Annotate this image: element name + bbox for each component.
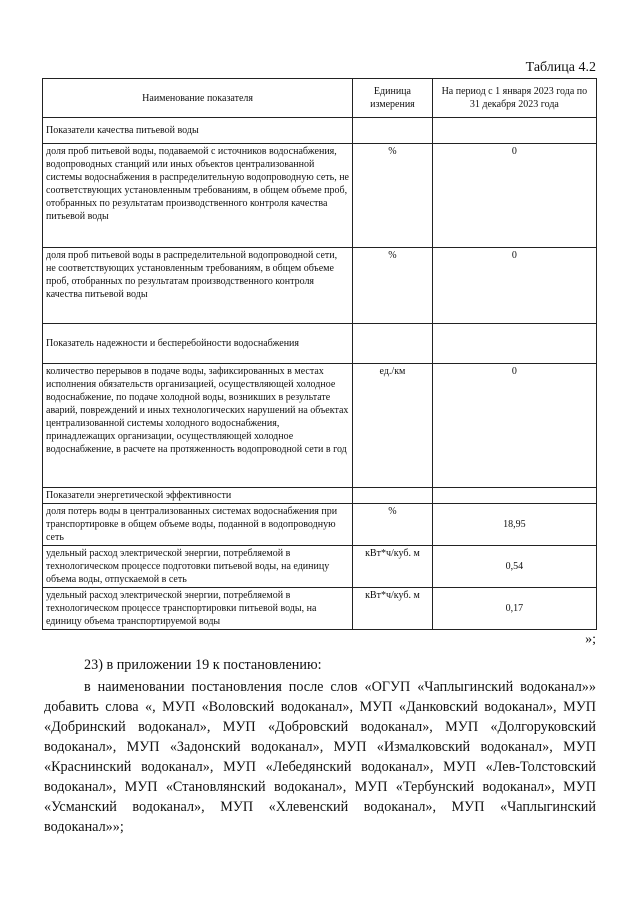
unit-cell: % <box>353 144 433 248</box>
value-cell <box>432 118 596 144</box>
value-cell: 0 <box>432 364 596 488</box>
unit-cell: ед./км <box>353 364 433 488</box>
unit-cell: % <box>353 504 433 546</box>
table-row <box>43 504 597 546</box>
header-indicator-name: Наименование показателя <box>43 79 353 118</box>
paragraph-item-23: 23) в приложении 19 к постановлению: <box>84 657 322 673</box>
table-caption: Таблица 4.2 <box>525 60 596 75</box>
value-cell: 0 <box>432 248 596 324</box>
header-unit: Единица измерения <box>353 79 433 118</box>
unit-cell: % <box>353 248 433 324</box>
indicators-table <box>42 78 597 630</box>
section-title: Показатели качества питьевой воды <box>43 118 353 144</box>
value-cell <box>432 324 596 364</box>
unit-cell: кВт*ч/куб. м <box>353 588 433 630</box>
indicator-name: доля проб питьевой воды, подаваемой с источников водоснабжения, водопроводных станций или иных объектов централизованной системы водоснабжения в распределительную водопроводную сеть, не соответствующих установленным требованиям, в общем объеме проб, отобранных по результатам производственного контроля качества питьевой воды <box>43 144 353 248</box>
value-cell: 0,54 <box>432 546 596 588</box>
table-row <box>43 588 597 630</box>
unit-cell <box>353 324 433 364</box>
table-row-section <box>43 324 597 364</box>
closing-quote: »; <box>585 632 596 647</box>
table-row-section <box>43 488 597 504</box>
section-title: Показатель надежности и бесперебойности водоснабжения <box>43 324 353 364</box>
paragraph-amendment: в наименовании постановления после слов «ОГУП «Чаплыгинский водоканал»» добавить слова «, МУП «Воловский водоканал», МУП «Данковский водоканал», МУП «Добринский водоканал», МУП «Добровский водоканал», МУП «Долгоруковский водоканал», МУП «Задонский водоканал», МУП «Измалковский водоканал», МУП «Краснинский водоканал», МУП «Лебедянский водоканал», МУП «Лев-Толстовский водоканал», МУП «Становлянский водоканал», МУП «Тербунский водоканал», МУП «Усманский водоканал», МУП «Хлевенский водоканал», МУП «Чаплыгинский водоканал»»; <box>44 679 596 835</box>
value-cell <box>432 488 596 504</box>
indicator-name: удельный расход электрической энергии, потребляемой в технологическом процессе транспортировки питьевой воды, на единицу объема транспортируемой воды <box>43 588 353 630</box>
indicator-name: количество перерывов в подаче воды, зафиксированных в местах исполнения обязательств организацией, осуществляющей холодное водоснабжение, по подаче холодной воды, возникших в результате аварий, повреждений и иных технологических нарушений на объектах централизованной системы холодного водоснабжения, принадлежащих организации, осуществляющей холодное водоснабжение, в расчете на протяженность водопроводной сети в год <box>43 364 353 488</box>
unit-cell: кВт*ч/куб. м <box>353 546 433 588</box>
table-header-row <box>43 79 597 118</box>
unit-cell <box>353 118 433 144</box>
value-cell: 18,95 <box>432 504 596 546</box>
indicator-name: доля потерь воды в централизованных системах водоснабжения при транспортировке в общем объеме воды, поданной в водопроводную сеть <box>43 504 353 546</box>
table-row-section <box>43 118 597 144</box>
indicator-name: удельный расход электрической энергии, потребляемой в технологическом процессе подготовки питьевой воды, на единицу объема воды, отпускаемой в сеть <box>43 546 353 588</box>
table-row <box>43 144 597 248</box>
indicator-name: доля проб питьевой воды в распределительной водопроводной сети, не соответствующих установленным требованиям, в общем объеме проб, отобранных по результатам производственного контроля качества питьевой воды <box>43 248 353 324</box>
table-row <box>43 248 597 324</box>
table-row <box>43 364 597 488</box>
value-cell: 0 <box>432 144 596 248</box>
header-period: На период с 1 января 2023 года по 31 декабря 2023 года <box>432 79 596 118</box>
unit-cell <box>353 488 433 504</box>
table-row <box>43 546 597 588</box>
section-title: Показатели энергетической эффективности <box>43 488 353 504</box>
value-cell: 0,17 <box>432 588 596 630</box>
